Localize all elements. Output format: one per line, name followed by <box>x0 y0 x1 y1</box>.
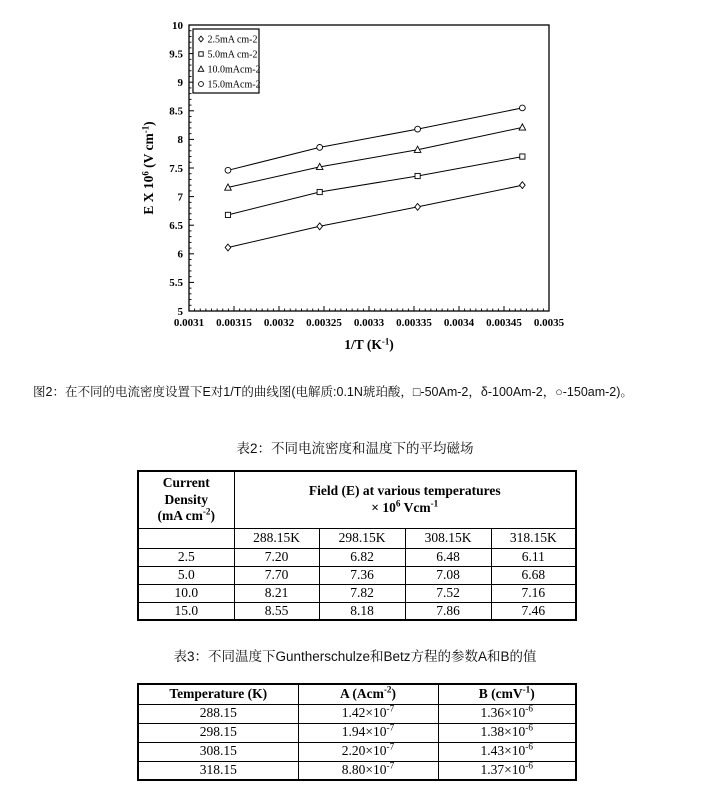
table2-cell: 7.36 <box>319 566 405 584</box>
svg-text:0.0031: 0.0031 <box>173 317 205 329</box>
table2-cell: 6.11 <box>491 548 576 566</box>
figure2-caption: 图2：在不同的电流密度设置下E对1/T的曲线图(电解质:0.1N琥珀酸，□-50Am-2，δ-100Am-2，○-150am-2)。 <box>33 385 633 399</box>
table2-temp-header: 288.15K <box>234 528 319 548</box>
svg-text:0.0035: 0.0035 <box>533 317 565 329</box>
table2-field-header-line2: × $10^6$ Vcm$^{-1}$ <box>371 498 439 515</box>
table3-cell: $1.38\times 10^{-6}$ <box>438 723 576 742</box>
y-axis <box>169 20 194 318</box>
table3-cell: $1.36\times 10^{-6}$ <box>438 704 576 723</box>
series-square <box>225 154 525 218</box>
table2-cell: 7.82 <box>319 584 405 602</box>
table2-row <box>138 548 576 566</box>
table2-title: 表2：不同电流密度和温度下的平均磁场 <box>236 441 474 456</box>
svg-text:15.0mAcm-2: 15.0mAcm-2 <box>207 79 261 91</box>
svg-text:0.00345: 0.00345 <box>486 317 522 329</box>
table3-col-header: A (Acm$^{-2}$) <box>298 684 438 704</box>
svg-text:0.00325: 0.00325 <box>306 317 342 329</box>
table3-cell: 298.15 <box>138 723 298 742</box>
table3-parameters <box>137 683 577 781</box>
svg-text:8.5: 8.5 <box>169 105 183 118</box>
svg-text:7.5: 7.5 <box>169 162 183 175</box>
table2-cell: 7.46 <box>491 602 576 620</box>
table2-temp-header: 318.15K <box>491 528 576 548</box>
table2-cell: 5.0 <box>138 566 234 584</box>
table2-field-header-line1: Field (E) at various temperatures <box>308 483 501 499</box>
table2-col1-header-line3: (mA $cm^{-2}$) <box>157 506 215 523</box>
table2-cell: 7.08 <box>405 566 491 584</box>
table3-cell: $1.94\times 10^{-7}$ <box>298 723 438 742</box>
table2-col1-header-line1: Current <box>162 475 210 491</box>
table2-cell: 15.0 <box>138 602 234 620</box>
svg-text:0.00315: 0.00315 <box>216 317 252 329</box>
table3-cell: $1.42\times 10^{-7}$ <box>298 704 438 723</box>
x-axis-title: 1/T $(K^{-1})$ <box>344 336 394 352</box>
table3-cell: 288.15 <box>138 704 298 723</box>
svg-text:8: 8 <box>177 134 183 147</box>
legend <box>193 29 261 93</box>
table2-row <box>138 584 576 602</box>
table2-cell: 6.82 <box>319 548 405 566</box>
series-diamond <box>225 182 525 251</box>
svg-text:5: 5 <box>177 305 183 318</box>
table2-cell: 6.68 <box>491 566 576 584</box>
svg-text:7: 7 <box>177 191 183 204</box>
svg-text:2.5mA cm-2: 2.5mA cm-2 <box>207 34 258 46</box>
svg-text:0.0033: 0.0033 <box>353 317 385 329</box>
table3-cell: $8.80\times 10^{-7}$ <box>298 761 438 780</box>
svg-text:9: 9 <box>177 77 183 89</box>
table2-cell: 7.52 <box>405 584 491 602</box>
table2-field-values <box>137 470 577 621</box>
series-circle <box>225 105 525 173</box>
x-axis <box>174 306 565 329</box>
table3-cell: 308.15 <box>138 742 298 761</box>
table2-col1-header <box>138 471 234 528</box>
table2-cell: 2.5 <box>138 548 234 566</box>
figure2-chart <box>140 10 580 365</box>
svg-text:5.5: 5.5 <box>169 277 183 290</box>
table3-cell: 318.15 <box>138 761 298 780</box>
svg-text:0.0032: 0.0032 <box>263 317 295 329</box>
table2-cell: 7.86 <box>405 602 491 620</box>
table3-cell: $1.37\times 10^{-6}$ <box>438 761 576 780</box>
table2-cell: 8.21 <box>234 584 319 602</box>
table2-row <box>138 602 576 620</box>
table2-cell: 7.20 <box>234 548 319 566</box>
table2-temp-header: 308.15K <box>405 528 491 548</box>
svg-text:5.0mA cm-2: 5.0mA cm-2 <box>207 49 258 61</box>
table2-cell: 8.55 <box>234 602 319 620</box>
series-triangle <box>225 124 526 190</box>
svg-text:0.0034: 0.0034 <box>443 317 475 329</box>
table2-header-row <box>138 471 576 528</box>
table2-cell: 8.18 <box>319 602 405 620</box>
table2-row <box>138 566 576 584</box>
table3-col-header: B (cmV$^{-1}$) <box>438 684 576 704</box>
svg-text:6: 6 <box>177 248 183 261</box>
table3-row <box>138 742 576 761</box>
table2-field-header <box>234 471 576 528</box>
table2-cell: 7.16 <box>491 584 576 602</box>
table3-cell: $1.43\times 10^{-6}$ <box>438 742 576 761</box>
table2-cell: 6.48 <box>405 548 491 566</box>
table2-col1-header-line2: Density <box>164 491 208 507</box>
table3-header-row <box>138 684 576 704</box>
table2-cell: 10.0 <box>138 584 234 602</box>
table3-title: 表3：不同温度下Guntherschulze和Betz方程的参数A和B的值 <box>173 649 537 664</box>
svg-text:6.5: 6.5 <box>169 220 183 232</box>
svg-text:0.00335: 0.00335 <box>396 317 432 329</box>
svg-text:10: 10 <box>172 19 183 32</box>
table3-row <box>138 704 576 723</box>
table2-empty-cell <box>138 528 234 548</box>
table2-temp-header: 298.15K <box>319 528 405 548</box>
table2-temperature-row <box>138 528 576 548</box>
y-axis-title: E X $10^6$ (V $cm^{-1}$) <box>140 121 156 215</box>
table3-col-header: Temperature (K) <box>138 684 298 704</box>
table2-cell: 7.70 <box>234 566 319 584</box>
table3-row <box>138 723 576 742</box>
svg-text:10.0mAcm-2: 10.0mAcm-2 <box>207 64 261 76</box>
table3-row <box>138 761 576 780</box>
table3-cell: $2.20\times 10^{-7}$ <box>298 742 438 761</box>
svg-text:9.5: 9.5 <box>169 48 183 61</box>
